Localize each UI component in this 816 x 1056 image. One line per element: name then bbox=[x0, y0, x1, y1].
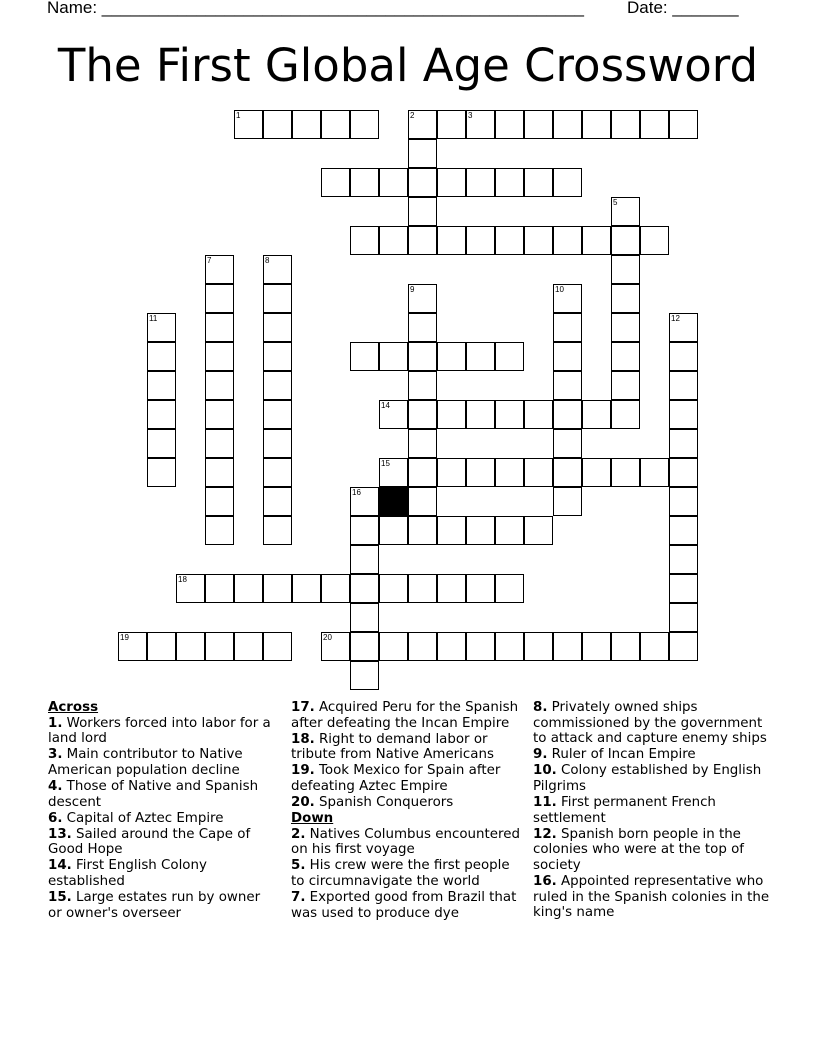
clue-item-number: 14. bbox=[48, 858, 72, 874]
grid-cell[interactable] bbox=[582, 458, 611, 487]
clue-number: 7 bbox=[207, 256, 212, 265]
black-cell bbox=[379, 487, 408, 516]
grid-cell[interactable] bbox=[379, 168, 408, 197]
clue-number: 5 bbox=[613, 198, 618, 207]
grid-cell[interactable] bbox=[379, 632, 408, 661]
grid-cell[interactable] bbox=[553, 342, 582, 371]
grid-cell[interactable] bbox=[147, 400, 176, 429]
clue-item: 18. Right to demand labor or tribute from Native Americans bbox=[291, 731, 494, 763]
clue-item-number: 6. bbox=[48, 810, 63, 826]
grid-cell[interactable] bbox=[466, 226, 495, 255]
grid-cell[interactable] bbox=[408, 516, 437, 545]
grid-cell[interactable] bbox=[553, 487, 582, 516]
clue-item-number: 13. bbox=[48, 826, 72, 842]
grid-cell[interactable] bbox=[495, 168, 524, 197]
grid-cell[interactable] bbox=[611, 458, 640, 487]
clue-item-number: 7. bbox=[291, 890, 306, 906]
grid-cell[interactable] bbox=[495, 516, 524, 545]
grid-cell[interactable] bbox=[553, 371, 582, 400]
grid-cell[interactable] bbox=[408, 458, 437, 487]
down-clue-list-continued bbox=[533, 700, 773, 921]
grid-cell[interactable] bbox=[147, 632, 176, 661]
grid-cell[interactable] bbox=[263, 255, 292, 284]
clue-item: 1. Workers forced into labor for a land lord bbox=[48, 715, 271, 747]
date-field[interactable]: Date: _______ bbox=[627, 0, 739, 17]
clue-item: 11. First permanent French settlement bbox=[533, 795, 716, 826]
clue-item-number: 5. bbox=[291, 858, 306, 874]
clue-number: 2 bbox=[410, 111, 415, 120]
grid-cell[interactable] bbox=[321, 632, 350, 661]
grid-cell[interactable] bbox=[669, 429, 698, 458]
clue-item-number: 19. bbox=[291, 763, 315, 779]
clue-item: 19. Took Mexico for Spain after defeating Aztec Empire bbox=[291, 763, 501, 794]
grid-cell[interactable] bbox=[263, 487, 292, 516]
grid-cell[interactable] bbox=[611, 632, 640, 661]
clues-column-3 bbox=[533, 700, 773, 921]
grid-cell[interactable] bbox=[437, 168, 466, 197]
clue-item-number: 10. bbox=[533, 763, 557, 779]
grid-cell[interactable] bbox=[524, 226, 553, 255]
clue-item: 12. Spanish born people in the colonies who were at the top of society bbox=[533, 826, 744, 873]
grid-cell[interactable] bbox=[350, 516, 379, 545]
grid-cell[interactable] bbox=[437, 226, 466, 255]
grid-cell[interactable] bbox=[205, 516, 234, 545]
clue-number: 12 bbox=[671, 314, 680, 323]
grid-cell[interactable] bbox=[669, 458, 698, 487]
grid-cell[interactable] bbox=[553, 110, 582, 139]
grid-cell[interactable] bbox=[669, 371, 698, 400]
grid-cell[interactable] bbox=[524, 400, 553, 429]
clue-item: 9. Ruler of Incan Empire bbox=[533, 747, 696, 763]
grid-cell[interactable] bbox=[205, 371, 234, 400]
grid-cell[interactable] bbox=[669, 603, 698, 632]
grid-cell[interactable] bbox=[263, 574, 292, 603]
grid-cell[interactable] bbox=[611, 284, 640, 313]
grid-cell[interactable] bbox=[408, 371, 437, 400]
grid-cell[interactable] bbox=[263, 429, 292, 458]
grid-cell[interactable] bbox=[524, 110, 553, 139]
grid-cell[interactable] bbox=[147, 429, 176, 458]
grid-cell[interactable] bbox=[553, 226, 582, 255]
grid-cell[interactable] bbox=[553, 400, 582, 429]
grid-cell[interactable] bbox=[379, 400, 408, 429]
grid-cell[interactable] bbox=[640, 458, 669, 487]
grid-cell[interactable] bbox=[408, 632, 437, 661]
grid-cell[interactable] bbox=[263, 632, 292, 661]
clue-item: 5. His crew were the first people to circumnavigate the world bbox=[291, 858, 510, 890]
grid-cell[interactable] bbox=[176, 632, 205, 661]
grid-cell[interactable] bbox=[524, 632, 553, 661]
grid-cell[interactable] bbox=[611, 342, 640, 371]
clue-item: 7. Exported good from Brazil that was used to produce dye bbox=[291, 890, 517, 921]
clue-number: 18 bbox=[178, 575, 187, 584]
grid-cell[interactable] bbox=[553, 168, 582, 197]
grid-cell[interactable] bbox=[408, 487, 437, 516]
grid-cell[interactable] bbox=[118, 632, 147, 661]
clue-item-number: 15. bbox=[48, 890, 72, 906]
grid-cell[interactable] bbox=[466, 342, 495, 371]
grid-cell[interactable] bbox=[263, 284, 292, 313]
grid-cell[interactable] bbox=[611, 255, 640, 284]
grid-cell[interactable] bbox=[292, 110, 321, 139]
grid-cell[interactable] bbox=[437, 574, 466, 603]
clue-item: 15. Large estates run by owner or owner's overseer bbox=[48, 890, 261, 921]
grid-cell[interactable] bbox=[582, 632, 611, 661]
grid-cell[interactable] bbox=[263, 110, 292, 139]
grid-cell[interactable] bbox=[437, 632, 466, 661]
grid-cell[interactable] bbox=[379, 458, 408, 487]
name-field[interactable]: Name: ___________________________________________________ bbox=[47, 0, 584, 17]
grid-cell[interactable] bbox=[524, 458, 553, 487]
grid-cell[interactable] bbox=[669, 516, 698, 545]
grid-cell[interactable] bbox=[147, 313, 176, 342]
grid-cell[interactable] bbox=[263, 400, 292, 429]
clue-number: 10 bbox=[555, 285, 564, 294]
grid-cell[interactable] bbox=[321, 574, 350, 603]
grid-cell[interactable] bbox=[205, 487, 234, 516]
grid-cell[interactable] bbox=[350, 487, 379, 516]
clue-item-number: 8. bbox=[533, 700, 548, 715]
grid-cell[interactable] bbox=[408, 574, 437, 603]
grid-cell[interactable] bbox=[408, 197, 437, 226]
grid-cell[interactable] bbox=[553, 632, 582, 661]
grid-cell[interactable] bbox=[437, 400, 466, 429]
grid-cell[interactable] bbox=[582, 400, 611, 429]
grid-cell[interactable] bbox=[408, 139, 437, 168]
clue-number: 14 bbox=[381, 401, 390, 410]
clue-number: 9 bbox=[410, 285, 415, 294]
grid-cell[interactable] bbox=[379, 574, 408, 603]
grid-cell[interactable] bbox=[379, 342, 408, 371]
grid-cell[interactable] bbox=[640, 226, 669, 255]
grid-cell[interactable] bbox=[553, 284, 582, 313]
clue-item-number: 18. bbox=[291, 731, 315, 747]
clue-item-number: 17. bbox=[291, 700, 315, 715]
clue-item-number: 16. bbox=[533, 874, 557, 890]
grid-cell[interactable] bbox=[669, 400, 698, 429]
grid-cell[interactable] bbox=[495, 342, 524, 371]
page-title: The First Global Age Crossword bbox=[57, 39, 759, 92]
grid-cell[interactable] bbox=[205, 284, 234, 313]
grid-cell[interactable] bbox=[611, 110, 640, 139]
grid-cell[interactable] bbox=[495, 574, 524, 603]
grid-cell[interactable] bbox=[408, 400, 437, 429]
clue-item-number: 11. bbox=[533, 795, 557, 811]
across-heading: Across bbox=[48, 700, 99, 715]
clue-number: 3 bbox=[468, 111, 473, 120]
clue-item: 8. Privately owned ships commissioned by the government to attack and capture enemy ships bbox=[533, 700, 767, 747]
clue-item-number: 2. bbox=[291, 826, 306, 842]
grid-cell[interactable] bbox=[205, 574, 234, 603]
grid-cell[interactable] bbox=[611, 313, 640, 342]
grid-cell[interactable] bbox=[205, 429, 234, 458]
grid-cell[interactable] bbox=[495, 632, 524, 661]
grid-cell[interactable] bbox=[466, 574, 495, 603]
grid-cell[interactable] bbox=[408, 429, 437, 458]
grid-cell[interactable] bbox=[176, 574, 205, 603]
grid-cell[interactable] bbox=[147, 458, 176, 487]
grid-cell[interactable] bbox=[263, 371, 292, 400]
grid-cell[interactable] bbox=[408, 226, 437, 255]
grid-cell[interactable] bbox=[669, 632, 698, 661]
grid-cell[interactable] bbox=[205, 255, 234, 284]
grid-cell[interactable] bbox=[437, 516, 466, 545]
clue-item-number: 3. bbox=[48, 747, 63, 763]
grid-cell[interactable] bbox=[437, 342, 466, 371]
grid-cell[interactable] bbox=[553, 458, 582, 487]
grid-cell[interactable] bbox=[466, 632, 495, 661]
grid-cell[interactable] bbox=[350, 226, 379, 255]
down-heading: Down bbox=[291, 811, 334, 827]
clue-item-number: 12. bbox=[533, 826, 557, 842]
clues-column-1 bbox=[48, 700, 276, 922]
grid-cell[interactable] bbox=[408, 342, 437, 371]
grid-cell[interactable] bbox=[147, 342, 176, 371]
grid-cell[interactable] bbox=[495, 226, 524, 255]
clue-number: 15 bbox=[381, 459, 390, 468]
clue-item: 4. Those of Native and Spanish descent bbox=[48, 778, 259, 810]
clue-item: 2. Natives Columbus encountered on his first voyage bbox=[291, 826, 520, 858]
grid-cell[interactable] bbox=[669, 574, 698, 603]
grid-cell[interactable] bbox=[611, 197, 640, 226]
grid-cell[interactable] bbox=[524, 168, 553, 197]
grid-cell[interactable] bbox=[408, 168, 437, 197]
grid-cell[interactable] bbox=[263, 313, 292, 342]
grid-cell[interactable] bbox=[669, 545, 698, 574]
down-clue-list bbox=[291, 827, 527, 922]
grid-cell[interactable] bbox=[611, 400, 640, 429]
grid-cell[interactable] bbox=[263, 516, 292, 545]
grid-cell[interactable] bbox=[669, 487, 698, 516]
grid-cell[interactable] bbox=[466, 400, 495, 429]
grid-cell[interactable] bbox=[408, 313, 437, 342]
clue-item: 10. Colony established by English Pilgrims bbox=[533, 763, 762, 794]
grid-cell[interactable] bbox=[350, 342, 379, 371]
clue-number: 19 bbox=[120, 633, 129, 642]
clue-item: 16. Appointed representative who ruled in the Spanish colonies in the king's name bbox=[533, 874, 770, 921]
clue-item: 6. Capital of Aztec Empire bbox=[48, 810, 224, 826]
grid-cell[interactable] bbox=[379, 226, 408, 255]
clue-item-number: 9. bbox=[533, 747, 548, 763]
grid-cell[interactable] bbox=[466, 110, 495, 139]
grid-cell[interactable] bbox=[350, 661, 379, 690]
clue-item-number: 4. bbox=[48, 778, 63, 794]
grid-cell[interactable] bbox=[205, 400, 234, 429]
grid-cell[interactable] bbox=[669, 313, 698, 342]
clue-number: 20 bbox=[323, 633, 332, 642]
grid-cell[interactable] bbox=[466, 458, 495, 487]
clues-column-2 bbox=[291, 700, 527, 922]
clue-item: 14. First English Colony established bbox=[48, 858, 207, 890]
clue-number: 16 bbox=[352, 488, 361, 497]
clue-number: 11 bbox=[149, 314, 158, 323]
grid-cell[interactable] bbox=[321, 168, 350, 197]
grid-cell[interactable] bbox=[234, 632, 263, 661]
grid-cell[interactable] bbox=[147, 371, 176, 400]
grid-cell[interactable] bbox=[495, 400, 524, 429]
grid-cell[interactable] bbox=[466, 516, 495, 545]
grid-cell[interactable] bbox=[379, 516, 408, 545]
grid-cell[interactable] bbox=[553, 429, 582, 458]
grid-cell[interactable] bbox=[350, 603, 379, 632]
clue-number: 8 bbox=[265, 256, 270, 265]
grid-cell[interactable] bbox=[292, 574, 321, 603]
grid-cell[interactable] bbox=[408, 110, 437, 139]
clue-item: 20. Spanish Conquerors bbox=[291, 795, 454, 811]
grid-cell[interactable] bbox=[321, 110, 350, 139]
grid-cell[interactable] bbox=[582, 226, 611, 255]
grid-cell[interactable] bbox=[234, 110, 263, 139]
grid-cell[interactable] bbox=[524, 516, 553, 545]
grid-cell[interactable] bbox=[350, 545, 379, 574]
across-clue-list bbox=[48, 716, 276, 922]
grid-cell[interactable] bbox=[640, 110, 669, 139]
across-clue-list-continued bbox=[291, 700, 527, 811]
grid-cell[interactable] bbox=[437, 458, 466, 487]
clue-item: 3. Main contributor to Native American population decline bbox=[48, 747, 243, 778]
grid-cell[interactable] bbox=[669, 110, 698, 139]
grid-cell[interactable] bbox=[234, 574, 263, 603]
grid-cell[interactable] bbox=[669, 342, 698, 371]
grid-cell[interactable] bbox=[466, 168, 495, 197]
clue-item: 13. Sailed around the Cape of Good Hope bbox=[48, 826, 251, 858]
grid-cell[interactable] bbox=[582, 110, 611, 139]
grid-cell[interactable] bbox=[611, 371, 640, 400]
clue-item-number: 20. bbox=[291, 795, 315, 811]
grid-cell[interactable] bbox=[350, 574, 379, 603]
grid-cell[interactable] bbox=[350, 632, 379, 661]
grid-cell[interactable] bbox=[408, 284, 437, 313]
clue-item: 17. Acquired Peru for the Spanish after defeating the Incan Empire bbox=[291, 700, 519, 731]
grid-cell[interactable] bbox=[437, 110, 466, 139]
clue-item-number: 1. bbox=[48, 715, 63, 731]
grid-cell[interactable] bbox=[205, 632, 234, 661]
grid-cell[interactable] bbox=[611, 226, 640, 255]
grid-cell[interactable] bbox=[495, 110, 524, 139]
grid-cell[interactable] bbox=[350, 168, 379, 197]
grid-cell[interactable] bbox=[263, 458, 292, 487]
grid-cell[interactable] bbox=[495, 458, 524, 487]
grid-cell[interactable] bbox=[205, 342, 234, 371]
grid-cell[interactable] bbox=[263, 342, 292, 371]
clue-number: 1 bbox=[236, 111, 241, 120]
grid-cell[interactable] bbox=[640, 632, 669, 661]
grid-cell[interactable] bbox=[205, 458, 234, 487]
grid-cell[interactable] bbox=[553, 313, 582, 342]
grid-cell[interactable] bbox=[350, 110, 379, 139]
grid-cell[interactable] bbox=[205, 313, 234, 342]
